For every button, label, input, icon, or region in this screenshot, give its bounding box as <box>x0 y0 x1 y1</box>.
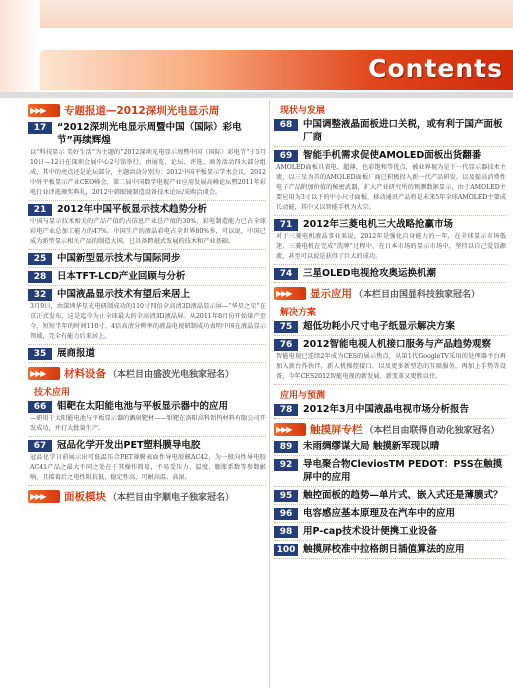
entry-title[interactable]: 2012智能电视人机接口服务与产品趋势观察 <box>303 339 491 350</box>
entry-head <box>274 525 506 538</box>
section-sponsor-note: （本栏目由盛波光电独家冠名） <box>108 370 235 380</box>
left-column <box>28 100 266 505</box>
entry-divider <box>274 215 506 216</box>
contents-banner <box>40 50 513 90</box>
entry-head <box>274 543 506 556</box>
entry-summary: 3月9日，由深圳华星光电研制成功的110寸四倍全高清3D液晶显示屏—“华星之星”在京正式发布，这是迄今为止全球最大的全高清3D液晶屏。从2011年8月份开始量产至今，短短半年的时间110寸、4倍高清分辨率的液晶电视研制成功表明中国在液晶显示领域，完全有能力后来居上。 <box>30 303 266 340</box>
entry-divider <box>28 285 266 286</box>
page-number: 78 <box>274 404 298 416</box>
section-header <box>274 421 506 438</box>
entry-summary: —研用于太阳能电池与平板显示器的溅射靶材——钼靶在洛阳高科钼钨材料有限公司开发成功，并打大批量生产。 <box>30 415 266 432</box>
entry-title[interactable]: 冠品化学开发出PET塑料膜导电胶 <box>57 440 201 451</box>
entry-divider <box>274 522 506 523</box>
toc-entry[interactable] <box>28 288 266 345</box>
entry-divider <box>28 344 266 345</box>
page-number: 92 <box>274 459 298 471</box>
page-number: 25 <box>28 253 52 265</box>
entry-divider <box>274 146 506 147</box>
page-number: 76 <box>274 339 298 351</box>
entry-divider <box>28 485 266 486</box>
page-number: 35 <box>28 348 52 360</box>
section-header <box>274 285 506 302</box>
toc-entry[interactable] <box>274 267 506 283</box>
page-number: 71 <box>274 219 298 231</box>
entry-summary: 中国与显示技术相关的产品产值约占信息产业总产值的30%，彩电制造能力已占全球彩电产业总加工能力的47%，中国生产的液晶彩电占全世界80%多，可以说，中国已成为新型显示相关产品的制造大国，已具备跨越式发展的技术和产业基础。 <box>30 218 266 245</box>
entry-head <box>274 118 506 144</box>
section-sponsor-note: （本栏目由国显科技独家冠名） <box>354 290 481 300</box>
entry-title[interactable]: 钼靶在太阳能电池与平板显示器中的应用 <box>57 401 229 412</box>
column-divider <box>269 100 270 688</box>
entry-divider <box>274 455 506 456</box>
entry-summary: 以“科技显示 美好生活”为主题的“2012深圳光电显示周暨中国（国际）彩电节”于5月10日—12日在深圳会展中心2号馆举行，由展览、论坛、评选、商务活动四大部分组成，其中的亮点还是论坛部分，主题活动分别为：2012中国平板显示学术会议，2012中外平板显示产业CEO峰会，第二届中国数字电视产业应用发展高峰论坛暨2011年彩电行业评选颁奖典礼，2012中韩眼镜制造设备技术论坛/采购洽谈会。 <box>30 149 266 196</box>
entry-title[interactable]: 2012年中国平板显示技术趋势分析 <box>57 204 207 215</box>
subsection-title: 解决方案 <box>280 308 317 318</box>
section-title: 触摸屏专栏 <box>310 424 363 436</box>
entry-title[interactable]: 未雨绸缪谋大局 触摸新军现以晴 <box>303 441 440 452</box>
page-number: 17 <box>28 122 52 134</box>
page-number: 67 <box>28 440 52 452</box>
divider-strip <box>0 92 513 98</box>
entry-title[interactable]: 导电聚合物CleviosTM PEDOT：PSS在触摸屏中的应用 <box>303 459 503 483</box>
entry-divider <box>274 540 506 541</box>
entry-title[interactable]: 中国液晶显示技术有望后来居上 <box>57 289 191 300</box>
entry-head <box>274 489 506 502</box>
entry-head <box>28 400 266 413</box>
entry-title[interactable]: 中国调整液晶面板进口关税，或有利于国产面板厂商 <box>303 119 503 143</box>
entry-head <box>28 203 266 216</box>
entry-title[interactable]: 用P-cap技术设计便携工业设备 <box>303 526 438 537</box>
entry-title[interactable]: 触控面板的趋势—单片式、嵌入式还是薄膜式？ <box>303 490 503 501</box>
section-arrows-icon: ▶▶▶ <box>28 490 60 503</box>
section-title: 显示应用 <box>310 288 352 300</box>
toc-entry[interactable] <box>28 252 266 268</box>
entry-head <box>28 347 266 360</box>
section-header <box>28 102 266 119</box>
toc-entry[interactable] <box>28 400 266 437</box>
entry-title[interactable]: “2012深圳光电显示周暨中国（国际）彩电节”再续辉煌 <box>57 122 242 146</box>
toc-entry[interactable] <box>274 149 506 216</box>
toc-entry[interactable] <box>28 203 266 250</box>
page-number: 95 <box>274 490 298 502</box>
page-number: 66 <box>28 401 52 413</box>
toc-entry[interactable] <box>274 403 506 419</box>
toc-entry[interactable] <box>274 218 506 265</box>
page-number: 32 <box>28 289 52 301</box>
top-bar <box>0 0 513 28</box>
toc-entry[interactable] <box>274 525 506 541</box>
entry-title[interactable]: 超低功耗小尺寸电子纸显示解决方案 <box>303 321 456 332</box>
page-number: 74 <box>274 268 298 280</box>
entry-title[interactable]: 日本TFT-LCD产业回顾与分析 <box>57 271 186 282</box>
toc-entry[interactable] <box>274 320 506 336</box>
entry-divider <box>274 282 506 283</box>
toc-entry[interactable] <box>274 338 506 385</box>
entry-summary: 对于三菱电机液晶事业来说，2012年是强化自身能力的一年，在全球显示市场低迷，三菱电机在完成“洗牌”过程中，在日本市场的显示市场中，坚持以自己爱显源流，甚至可以说是获得了巨大的成功。 <box>276 233 506 260</box>
entry-head <box>28 252 266 265</box>
right-column <box>274 100 506 559</box>
section-arrows-icon: ▶▶▶ <box>28 367 60 380</box>
entry-divider <box>274 558 506 559</box>
entry-divider <box>274 264 506 265</box>
entry-divider <box>28 436 266 437</box>
entry-title[interactable]: 智能手机需求促使AMOLED面板出货翻番 <box>303 150 482 161</box>
entry-summary: AMOLED面板具省电、超薄、色彩饱和等优点，被业界视为是下一代显示器技术主流，以三星为首的AMOLED面板厂商已积极投入新一代产品研发，以及提高消费性电子产品附加价值的秘密武器，扩大产业研究所的预测数据显示，由于AMOLED主要应用为3寸以下的中小尺寸面板，移动通讯产品将是未来5年全球AMOLED主要成长动能，其中又以智能手机为大宗。 <box>276 164 506 211</box>
page-number: 21 <box>28 204 52 216</box>
page-number: 69 <box>274 150 298 162</box>
section-arrows-icon: ▶▶▶ <box>274 423 306 436</box>
entry-divider <box>28 249 266 250</box>
entry-title[interactable]: 三星OLED电视抢攻奥运换机潮 <box>303 268 437 279</box>
toc-entry[interactable] <box>274 543 506 559</box>
section-title: 材料设备 <box>64 368 106 380</box>
entry-title[interactable]: 中国新型显示技术与国际同步 <box>57 253 181 264</box>
entry-head <box>274 403 506 416</box>
page-number: 98 <box>274 526 298 538</box>
page-number: 75 <box>274 321 298 333</box>
entry-title[interactable]: 触摸屏校准中拉格朗日插值算法的应用 <box>303 544 465 555</box>
page-number: 89 <box>274 441 298 453</box>
entry-divider <box>274 335 506 336</box>
section-arrows-icon: ▶▶▶ <box>274 287 306 300</box>
entry-title[interactable]: 2012年3月中国液晶电视市场分析报告 <box>303 404 470 415</box>
subsection-title: 技术应用 <box>34 388 71 398</box>
entry-head <box>274 458 506 484</box>
entry-head <box>28 121 266 147</box>
entry-head <box>274 149 506 162</box>
subsection-title: 现状与发展 <box>280 106 326 116</box>
entry-divider <box>274 486 506 487</box>
entry-title[interactable]: 展商报道 <box>57 348 96 359</box>
page-number: 68 <box>274 119 298 131</box>
section-sponsor-note: （本栏目由联得自动化独家冠名） <box>364 426 500 436</box>
toc-entry[interactable] <box>274 489 506 505</box>
entry-divider <box>28 267 266 268</box>
entry-head <box>274 267 506 280</box>
subsection-title: 应用与预测 <box>280 391 326 401</box>
page-number: 100 <box>274 544 298 556</box>
toc-entry[interactable] <box>274 440 506 456</box>
section-title: 专题报道—2012深圳光电显示周 <box>64 105 220 117</box>
toc-entry[interactable] <box>28 439 266 486</box>
entry-divider <box>274 384 506 385</box>
page-number: 28 <box>28 271 52 283</box>
entry-head <box>274 507 506 520</box>
section-sponsor-note: （本栏目由宇顺电子独家冠名） <box>108 493 235 503</box>
toc-entry[interactable] <box>274 458 506 487</box>
entry-head <box>274 320 506 333</box>
entry-title[interactable]: 电容感应基本原理及在汽车中的应用 <box>303 508 456 519</box>
page-number: 96 <box>274 508 298 520</box>
entry-head <box>28 439 266 452</box>
entry-head <box>274 338 506 351</box>
section-header <box>28 365 266 382</box>
entry-divider <box>28 362 266 363</box>
section-arrows-icon: ▶▶▶ <box>28 104 60 117</box>
entry-title[interactable]: 2012年三菱电机三大战略抢赢市场 <box>303 219 453 230</box>
page-title: Contents <box>368 54 503 83</box>
entry-summary: 冠品化学日前展示出可低温压合PET薄膜表面性导电胶膜AC42，为一般向性导电胶AC41产品之最大不同之处在于其操作简易，不易受压力、温度、膨胀系数等参数影响，且接着后之电性阻抗低，稳定性高，可耐高温、高湿。 <box>30 454 266 481</box>
entry-summary: 智能电视已连续2年成为CES的展示焦点，从第1代GoogleTV采用的处理器平台再加入新台作伙伴，新人机操控接口，以及更多新型态的互联服务，再加上手势等设备，今年CES2012智能电视的新发展、新变革又更胜以往。 <box>276 353 506 380</box>
toc-entry[interactable] <box>28 270 266 286</box>
decor-stripe <box>0 0 40 96</box>
entry-head <box>274 218 506 231</box>
toc-entry[interactable] <box>28 121 266 201</box>
section-title: 面板模块 <box>64 491 106 503</box>
toc-entry[interactable] <box>274 118 506 147</box>
entry-divider <box>274 418 506 419</box>
section-header <box>28 488 266 505</box>
entry-head <box>28 270 266 283</box>
toc-entry[interactable] <box>28 347 266 363</box>
entry-divider <box>28 200 266 201</box>
entry-divider <box>274 504 506 505</box>
toc-entry[interactable] <box>274 507 506 523</box>
entry-head <box>274 440 506 453</box>
entry-head <box>28 288 266 301</box>
